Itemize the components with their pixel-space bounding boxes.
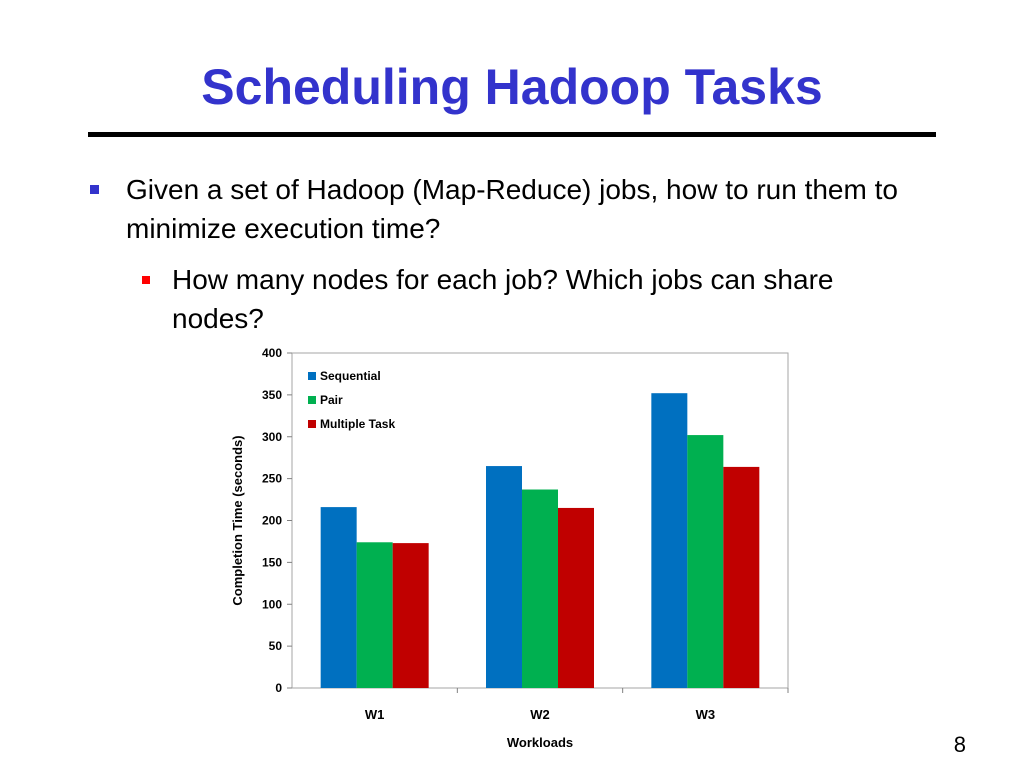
bar-w1-pair — [357, 542, 393, 688]
x-tick-label: W2 — [530, 707, 550, 722]
bar-w3-sequential — [651, 393, 687, 688]
legend-swatch-pair — [308, 396, 316, 404]
x-tick-label: W3 — [695, 707, 716, 722]
title-divider — [88, 132, 936, 137]
y-tick-label: 200 — [261, 513, 282, 528]
bar-w1-sequential — [321, 507, 357, 688]
legend-label: Sequential — [320, 369, 381, 383]
completion-time-chart — [224, 338, 804, 758]
bar-w3-multiple-task — [723, 467, 759, 688]
y-tick-label: 100 — [261, 597, 282, 612]
y-tick-label: 150 — [261, 555, 282, 570]
bullet-level-2: How many nodes for each job? Which jobs can share nodes? — [172, 264, 834, 334]
slide-title: Scheduling Hadoop Tasks — [201, 59, 823, 115]
sub-bullet-square-icon — [142, 276, 150, 284]
bar-w2-sequential — [486, 466, 522, 688]
bullet-level-1: Given a set of Hadoop (Map-Reduce) jobs, how to run them to minimize execution time? — [126, 174, 898, 244]
y-axis-title: Completion Time (seconds) — [230, 435, 245, 606]
bullet-square-icon — [90, 185, 99, 194]
bar-w2-pair — [522, 490, 558, 688]
y-tick-label: 350 — [261, 387, 282, 402]
y-tick-label: 0 — [275, 681, 282, 695]
y-tick-label: 250 — [261, 471, 282, 486]
bar-w1-multiple-task — [393, 543, 429, 688]
x-tick-label: W1 — [364, 707, 385, 722]
bar-w2-multiple-task — [558, 508, 594, 688]
y-tick-label: 50 — [268, 639, 282, 654]
chart-svg — [224, 338, 804, 758]
legend-label: Pair — [320, 393, 343, 407]
bar-w3-pair — [687, 435, 723, 688]
legend-swatch-multiple-task — [308, 420, 316, 428]
x-axis-title: Workloads — [506, 735, 574, 750]
y-tick-label: 400 — [261, 346, 282, 360]
page-number: 8 — [953, 732, 966, 757]
legend-label: Multiple Task — [320, 417, 396, 431]
legend-swatch-sequential — [308, 372, 316, 380]
y-tick-label: 300 — [261, 429, 282, 444]
